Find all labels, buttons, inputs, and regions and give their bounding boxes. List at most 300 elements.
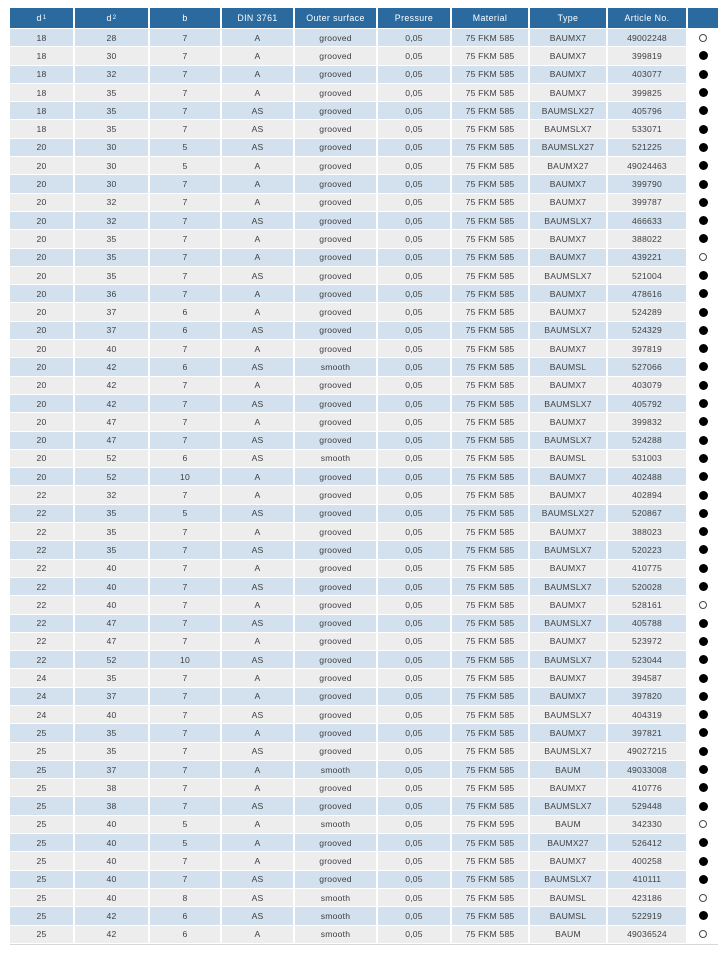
filled-circle-icon bbox=[699, 710, 708, 719]
cell-b: 6 bbox=[150, 907, 220, 924]
cell-type: BAUMX7 bbox=[530, 523, 606, 540]
cell-d2: 37 bbox=[75, 322, 148, 339]
cell-type: BAUMSLX7 bbox=[530, 267, 606, 284]
cell-din-3761: AS bbox=[222, 358, 293, 375]
cell-din-3761: A bbox=[222, 194, 293, 211]
cell-d1: 20 bbox=[10, 249, 73, 266]
cell-d2: 42 bbox=[75, 377, 148, 394]
table-row bbox=[10, 907, 718, 924]
cell-din-3761: A bbox=[222, 926, 293, 943]
cell-article-no: 405796 bbox=[608, 102, 686, 119]
cell-d2: 40 bbox=[75, 340, 148, 357]
cell-b: 7 bbox=[150, 413, 220, 430]
cell-d1: 18 bbox=[10, 47, 73, 64]
cell-b: 7 bbox=[150, 29, 220, 46]
cell-din-3761: AS bbox=[222, 432, 293, 449]
availability-cell bbox=[688, 578, 718, 595]
table-row bbox=[10, 322, 718, 339]
availability-cell bbox=[688, 560, 718, 577]
availability-cell bbox=[688, 669, 718, 686]
cell-pressure: 0,05 bbox=[378, 84, 450, 101]
cell-d1: 22 bbox=[10, 505, 73, 522]
cell-pressure: 0,05 bbox=[378, 249, 450, 266]
filled-circle-icon bbox=[699, 472, 708, 481]
cell-pressure: 0,05 bbox=[378, 816, 450, 833]
cell-b: 7 bbox=[150, 633, 220, 650]
filled-circle-icon bbox=[699, 344, 708, 353]
cell-type: BAUMSLX27 bbox=[530, 139, 606, 156]
cell-outer-surface: grooved bbox=[295, 505, 376, 522]
cell-d2: 35 bbox=[75, 669, 148, 686]
cell-type: BAUMX7 bbox=[530, 29, 606, 46]
cell-pressure: 0,05 bbox=[378, 560, 450, 577]
table-row bbox=[10, 688, 718, 705]
availability-cell bbox=[688, 432, 718, 449]
cell-din-3761: AS bbox=[222, 615, 293, 632]
cell-b: 6 bbox=[150, 322, 220, 339]
cell-b: 7 bbox=[150, 761, 220, 778]
cell-d1: 22 bbox=[10, 523, 73, 540]
cell-article-no: 410111 bbox=[608, 871, 686, 888]
cell-b: 7 bbox=[150, 871, 220, 888]
cell-material: 75 FKM 585 bbox=[452, 669, 528, 686]
cell-d1: 20 bbox=[10, 432, 73, 449]
cell-outer-surface: grooved bbox=[295, 102, 376, 119]
cell-pressure: 0,05 bbox=[378, 688, 450, 705]
cell-article-no: 388023 bbox=[608, 523, 686, 540]
cell-d1: 18 bbox=[10, 29, 73, 46]
filled-circle-icon bbox=[699, 234, 708, 243]
cell-pressure: 0,05 bbox=[378, 468, 450, 485]
cell-material: 75 FKM 585 bbox=[452, 230, 528, 247]
filled-circle-icon bbox=[699, 857, 708, 866]
cell-d1: 25 bbox=[10, 761, 73, 778]
cell-outer-surface: grooved bbox=[295, 47, 376, 64]
cell-outer-surface: smooth bbox=[295, 450, 376, 467]
cell-pressure: 0,05 bbox=[378, 102, 450, 119]
cell-outer-surface: grooved bbox=[295, 84, 376, 101]
cell-d2: 35 bbox=[75, 724, 148, 741]
cell-article-no: 410776 bbox=[608, 779, 686, 796]
cell-type: BAUMX7 bbox=[530, 230, 606, 247]
availability-cell bbox=[688, 303, 718, 320]
cell-type: BAUMX7 bbox=[530, 194, 606, 211]
cell-type: BAUMX7 bbox=[530, 303, 606, 320]
cell-type: BAUMSLX7 bbox=[530, 743, 606, 760]
availability-cell bbox=[688, 212, 718, 229]
table-header-row bbox=[10, 8, 718, 28]
cell-b: 7 bbox=[150, 706, 220, 723]
cell-material: 75 FKM 585 bbox=[452, 413, 528, 430]
cell-d1: 18 bbox=[10, 102, 73, 119]
cell-article-no: 523972 bbox=[608, 633, 686, 650]
cell-d1: 20 bbox=[10, 377, 73, 394]
cell-b: 7 bbox=[150, 486, 220, 503]
cell-d1: 20 bbox=[10, 340, 73, 357]
cell-d1: 22 bbox=[10, 541, 73, 558]
table-row bbox=[10, 505, 718, 522]
filled-circle-icon bbox=[699, 783, 708, 792]
cell-d1: 20 bbox=[10, 230, 73, 247]
cell-article-no: 439221 bbox=[608, 249, 686, 266]
cell-outer-surface: grooved bbox=[295, 596, 376, 613]
cell-b: 7 bbox=[150, 578, 220, 595]
availability-cell bbox=[688, 157, 718, 174]
cell-material: 75 FKM 585 bbox=[452, 578, 528, 595]
cell-type: BAUMX7 bbox=[530, 669, 606, 686]
cell-outer-surface: grooved bbox=[295, 743, 376, 760]
availability-cell bbox=[688, 688, 718, 705]
cell-din-3761: A bbox=[222, 157, 293, 174]
cell-din-3761: AS bbox=[222, 706, 293, 723]
cell-d2: 38 bbox=[75, 779, 148, 796]
table-row bbox=[10, 249, 718, 266]
cell-d2: 35 bbox=[75, 84, 148, 101]
cell-type: BAUMX7 bbox=[530, 175, 606, 192]
filled-circle-icon bbox=[699, 637, 708, 646]
cell-b: 7 bbox=[150, 285, 220, 302]
cell-d2: 47 bbox=[75, 432, 148, 449]
cell-type: BAUMSL bbox=[530, 358, 606, 375]
table-row bbox=[10, 889, 718, 906]
cell-article-no: 529448 bbox=[608, 797, 686, 814]
cell-d1: 20 bbox=[10, 157, 73, 174]
cell-pressure: 0,05 bbox=[378, 743, 450, 760]
cell-d2: 52 bbox=[75, 468, 148, 485]
cell-pressure: 0,05 bbox=[378, 852, 450, 869]
availability-cell bbox=[688, 907, 718, 924]
cell-d2: 40 bbox=[75, 560, 148, 577]
cell-d2: 42 bbox=[75, 926, 148, 943]
cell-d2: 35 bbox=[75, 267, 148, 284]
filled-circle-icon bbox=[699, 326, 708, 335]
cell-pressure: 0,05 bbox=[378, 230, 450, 247]
cell-article-no: 531003 bbox=[608, 450, 686, 467]
cell-outer-surface: grooved bbox=[295, 157, 376, 174]
cell-material: 75 FKM 585 bbox=[452, 47, 528, 64]
cell-d2: 40 bbox=[75, 816, 148, 833]
cell-material: 75 FKM 585 bbox=[452, 340, 528, 357]
cell-din-3761: A bbox=[222, 724, 293, 741]
cell-outer-surface: grooved bbox=[295, 541, 376, 558]
cell-type: BAUMSLX27 bbox=[530, 102, 606, 119]
cell-type: BAUMX7 bbox=[530, 377, 606, 394]
cell-b: 7 bbox=[150, 743, 220, 760]
availability-cell bbox=[688, 358, 718, 375]
cell-din-3761: A bbox=[222, 230, 293, 247]
table-row bbox=[10, 596, 718, 613]
cell-outer-surface: grooved bbox=[295, 523, 376, 540]
cell-din-3761: A bbox=[222, 852, 293, 869]
open-circle-icon bbox=[699, 894, 707, 902]
availability-cell bbox=[688, 871, 718, 888]
cell-din-3761: AS bbox=[222, 102, 293, 119]
filled-circle-icon bbox=[699, 271, 708, 280]
cell-din-3761: AS bbox=[222, 267, 293, 284]
filled-circle-icon bbox=[699, 417, 708, 426]
cell-pressure: 0,05 bbox=[378, 651, 450, 668]
cell-article-no: 399790 bbox=[608, 175, 686, 192]
cell-din-3761: AS bbox=[222, 450, 293, 467]
cell-d1: 20 bbox=[10, 212, 73, 229]
cell-material: 75 FKM 585 bbox=[452, 120, 528, 137]
header-cell-din-3761: DIN 3761 bbox=[222, 8, 293, 28]
cell-material: 75 FKM 585 bbox=[452, 596, 528, 613]
open-circle-icon bbox=[699, 930, 707, 938]
cell-d2: 35 bbox=[75, 249, 148, 266]
filled-circle-icon bbox=[699, 491, 708, 500]
header-cell-outer-surface: Outer surface bbox=[295, 8, 376, 28]
cell-b: 7 bbox=[150, 84, 220, 101]
cell-d2: 47 bbox=[75, 615, 148, 632]
cell-material: 75 FKM 585 bbox=[452, 432, 528, 449]
cell-d2: 40 bbox=[75, 596, 148, 613]
cell-d2: 38 bbox=[75, 797, 148, 814]
cell-d1: 20 bbox=[10, 468, 73, 485]
cell-material: 75 FKM 585 bbox=[452, 523, 528, 540]
filled-circle-icon bbox=[699, 728, 708, 737]
cell-din-3761: AS bbox=[222, 322, 293, 339]
cell-article-no: 533071 bbox=[608, 120, 686, 137]
cell-outer-surface: grooved bbox=[295, 120, 376, 137]
cell-din-3761: A bbox=[222, 468, 293, 485]
cell-pressure: 0,05 bbox=[378, 706, 450, 723]
table-row bbox=[10, 852, 718, 869]
cell-material: 75 FKM 585 bbox=[452, 615, 528, 632]
cell-type: BAUMSLX7 bbox=[530, 120, 606, 137]
cell-d2: 35 bbox=[75, 743, 148, 760]
filled-circle-icon bbox=[699, 399, 708, 408]
cell-d1: 22 bbox=[10, 578, 73, 595]
cell-material: 75 FKM 585 bbox=[452, 377, 528, 394]
cell-pressure: 0,05 bbox=[378, 432, 450, 449]
cell-din-3761: A bbox=[222, 84, 293, 101]
cell-outer-surface: grooved bbox=[295, 486, 376, 503]
cell-material: 75 FKM 585 bbox=[452, 84, 528, 101]
cell-din-3761: A bbox=[222, 523, 293, 540]
cell-din-3761: AS bbox=[222, 797, 293, 814]
table-row bbox=[10, 724, 718, 741]
cell-din-3761: AS bbox=[222, 212, 293, 229]
availability-cell bbox=[688, 797, 718, 814]
cell-d2: 35 bbox=[75, 102, 148, 119]
cell-b: 7 bbox=[150, 797, 220, 814]
cell-type: BAUMSLX7 bbox=[530, 212, 606, 229]
cell-d2: 35 bbox=[75, 541, 148, 558]
cell-d1: 22 bbox=[10, 560, 73, 577]
cell-din-3761: A bbox=[222, 596, 293, 613]
filled-circle-icon bbox=[699, 143, 708, 152]
cell-article-no: 402488 bbox=[608, 468, 686, 485]
availability-cell bbox=[688, 175, 718, 192]
table-row bbox=[10, 47, 718, 64]
cell-type: BAUMX7 bbox=[530, 84, 606, 101]
availability-cell bbox=[688, 29, 718, 46]
filled-circle-icon bbox=[699, 289, 708, 298]
cell-article-no: 397820 bbox=[608, 688, 686, 705]
cell-din-3761: A bbox=[222, 249, 293, 266]
cell-din-3761: A bbox=[222, 633, 293, 650]
cell-d2: 35 bbox=[75, 523, 148, 540]
cell-article-no: 521004 bbox=[608, 267, 686, 284]
cell-material: 75 FKM 585 bbox=[452, 157, 528, 174]
cell-article-no: 405788 bbox=[608, 615, 686, 632]
availability-cell bbox=[688, 596, 718, 613]
cell-outer-surface: grooved bbox=[295, 615, 376, 632]
availability-cell bbox=[688, 120, 718, 137]
cell-b: 5 bbox=[150, 834, 220, 851]
cell-d1: 20 bbox=[10, 413, 73, 430]
cell-b: 5 bbox=[150, 505, 220, 522]
cell-article-no: 397819 bbox=[608, 340, 686, 357]
cell-article-no: 520223 bbox=[608, 541, 686, 558]
cell-article-no: 397821 bbox=[608, 724, 686, 741]
table-row bbox=[10, 486, 718, 503]
cell-article-no: 49002248 bbox=[608, 29, 686, 46]
cell-b: 7 bbox=[150, 120, 220, 137]
cell-b: 6 bbox=[150, 926, 220, 943]
table-row bbox=[10, 120, 718, 137]
cell-d2: 42 bbox=[75, 907, 148, 924]
cell-b: 7 bbox=[150, 340, 220, 357]
availability-cell bbox=[688, 505, 718, 522]
cell-material: 75 FKM 585 bbox=[452, 505, 528, 522]
cell-b: 7 bbox=[150, 615, 220, 632]
cell-pressure: 0,05 bbox=[378, 66, 450, 83]
table-row bbox=[10, 175, 718, 192]
cell-d2: 36 bbox=[75, 285, 148, 302]
cell-pressure: 0,05 bbox=[378, 926, 450, 943]
cell-outer-surface: smooth bbox=[295, 926, 376, 943]
cell-d1: 24 bbox=[10, 669, 73, 686]
cell-article-no: 423186 bbox=[608, 889, 686, 906]
cell-outer-surface: smooth bbox=[295, 907, 376, 924]
cell-material: 75 FKM 585 bbox=[452, 834, 528, 851]
cell-pressure: 0,05 bbox=[378, 486, 450, 503]
cell-din-3761: AS bbox=[222, 889, 293, 906]
cell-outer-surface: smooth bbox=[295, 761, 376, 778]
cell-din-3761: AS bbox=[222, 578, 293, 595]
cell-b: 6 bbox=[150, 450, 220, 467]
cell-pressure: 0,05 bbox=[378, 779, 450, 796]
cell-d1: 20 bbox=[10, 358, 73, 375]
cell-outer-surface: grooved bbox=[295, 230, 376, 247]
cell-outer-surface: grooved bbox=[295, 267, 376, 284]
availability-cell bbox=[688, 285, 718, 302]
cell-d1: 18 bbox=[10, 84, 73, 101]
cell-article-no: 399832 bbox=[608, 413, 686, 430]
cell-material: 75 FKM 585 bbox=[452, 212, 528, 229]
cell-b: 7 bbox=[150, 395, 220, 412]
cell-d1: 22 bbox=[10, 615, 73, 632]
cell-d1: 20 bbox=[10, 303, 73, 320]
filled-circle-icon bbox=[699, 545, 708, 554]
cell-type: BAUMSLX7 bbox=[530, 706, 606, 723]
cell-b: 7 bbox=[150, 596, 220, 613]
cell-d1: 20 bbox=[10, 267, 73, 284]
availability-cell bbox=[688, 615, 718, 632]
cell-type: BAUMX7 bbox=[530, 560, 606, 577]
cell-material: 75 FKM 585 bbox=[452, 175, 528, 192]
availability-cell bbox=[688, 468, 718, 485]
availability-cell bbox=[688, 724, 718, 741]
cell-d2: 32 bbox=[75, 486, 148, 503]
table-row bbox=[10, 212, 718, 229]
cell-type: BAUMSLX7 bbox=[530, 651, 606, 668]
availability-cell bbox=[688, 706, 718, 723]
cell-pressure: 0,05 bbox=[378, 578, 450, 595]
cell-din-3761: A bbox=[222, 377, 293, 394]
cell-outer-surface: smooth bbox=[295, 358, 376, 375]
table-row bbox=[10, 29, 718, 46]
cell-b: 7 bbox=[150, 779, 220, 796]
table-row bbox=[10, 84, 718, 101]
cell-material: 75 FKM 585 bbox=[452, 761, 528, 778]
cell-material: 75 FKM 585 bbox=[452, 907, 528, 924]
cell-type: BAUM bbox=[530, 816, 606, 833]
cell-outer-surface: grooved bbox=[295, 834, 376, 851]
cell-type: BAUMX7 bbox=[530, 852, 606, 869]
cell-d2: 32 bbox=[75, 194, 148, 211]
cell-b: 7 bbox=[150, 377, 220, 394]
cell-article-no: 524289 bbox=[608, 303, 686, 320]
cell-article-no: 528161 bbox=[608, 596, 686, 613]
cell-article-no: 49033008 bbox=[608, 761, 686, 778]
cell-type: BAUMSLX7 bbox=[530, 322, 606, 339]
filled-circle-icon bbox=[699, 674, 708, 683]
cell-type: BAUMX7 bbox=[530, 633, 606, 650]
cell-d1: 25 bbox=[10, 889, 73, 906]
cell-b: 7 bbox=[150, 175, 220, 192]
cell-outer-surface: grooved bbox=[295, 651, 376, 668]
table-row bbox=[10, 377, 718, 394]
cell-d1: 25 bbox=[10, 743, 73, 760]
cell-material: 75 FKM 585 bbox=[452, 779, 528, 796]
filled-circle-icon bbox=[699, 911, 708, 920]
cell-din-3761: AS bbox=[222, 541, 293, 558]
header-cell-type: Type bbox=[530, 8, 606, 28]
cell-article-no: 521225 bbox=[608, 139, 686, 156]
cell-article-no: 526412 bbox=[608, 834, 686, 851]
table-row bbox=[10, 578, 718, 595]
filled-circle-icon bbox=[699, 527, 708, 536]
cell-b: 5 bbox=[150, 139, 220, 156]
filled-circle-icon bbox=[699, 454, 708, 463]
cell-material: 75 FKM 585 bbox=[452, 560, 528, 577]
cell-outer-surface: grooved bbox=[295, 688, 376, 705]
table-row bbox=[10, 761, 718, 778]
table-row bbox=[10, 468, 718, 485]
cell-pressure: 0,05 bbox=[378, 450, 450, 467]
cell-pressure: 0,05 bbox=[378, 175, 450, 192]
cell-outer-surface: grooved bbox=[295, 706, 376, 723]
cell-pressure: 0,05 bbox=[378, 669, 450, 686]
cell-din-3761: A bbox=[222, 669, 293, 686]
availability-cell bbox=[688, 377, 718, 394]
cell-article-no: 394587 bbox=[608, 669, 686, 686]
cell-material: 75 FKM 585 bbox=[452, 285, 528, 302]
cell-d2: 35 bbox=[75, 120, 148, 137]
availability-cell bbox=[688, 230, 718, 247]
cell-material: 75 FKM 585 bbox=[452, 322, 528, 339]
cell-article-no: 49036524 bbox=[608, 926, 686, 943]
cell-din-3761: A bbox=[222, 688, 293, 705]
cell-b: 7 bbox=[150, 249, 220, 266]
cell-din-3761: AS bbox=[222, 743, 293, 760]
cell-din-3761: A bbox=[222, 816, 293, 833]
cell-din-3761: AS bbox=[222, 651, 293, 668]
cell-material: 75 FKM 585 bbox=[452, 871, 528, 888]
